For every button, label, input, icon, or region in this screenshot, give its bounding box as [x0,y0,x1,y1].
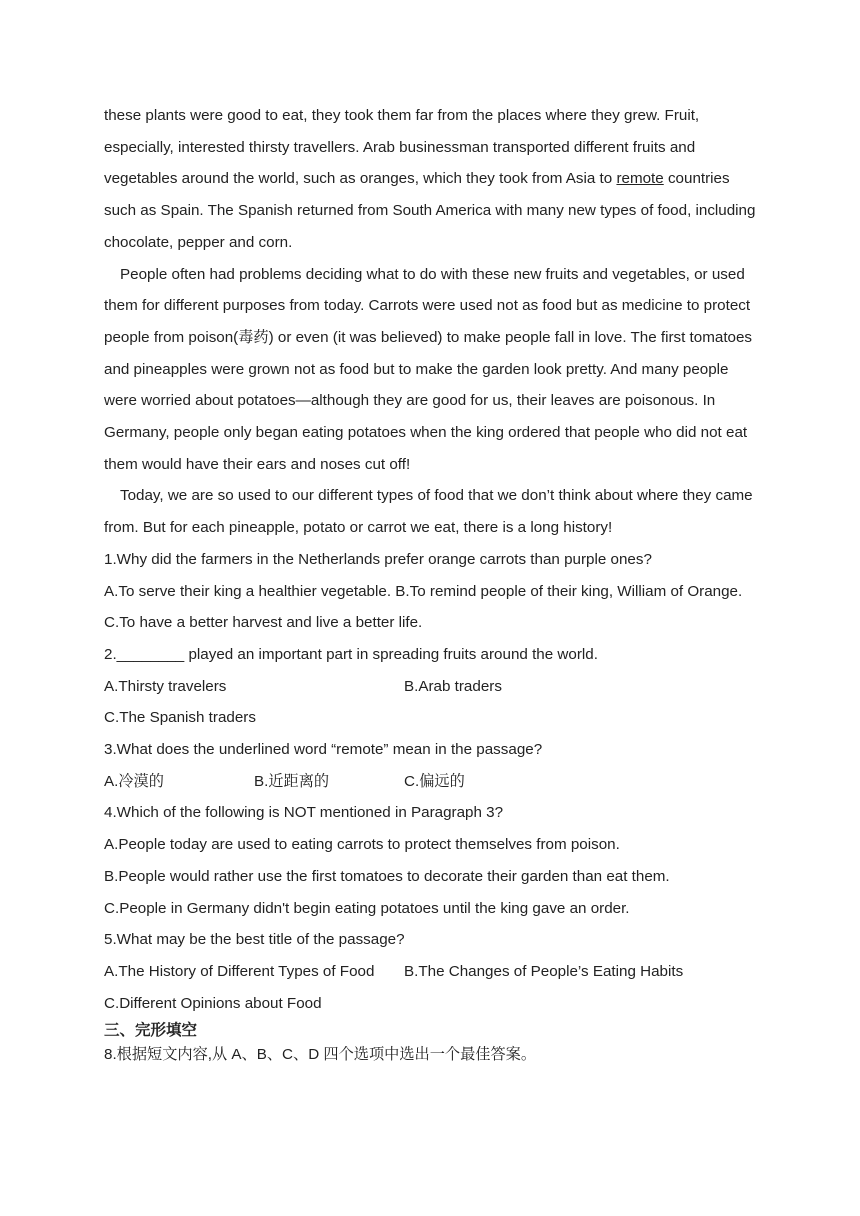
question-1 [104,544,764,639]
question-stem: 4.Which of the following is NOT mentioned in Paragraph 3? [104,804,504,822]
question-2 [104,639,764,734]
option-b: B.To remind people of their king, William of Orange. [395,582,743,600]
question-4 [104,797,764,924]
option-a: A.冷漠的 [104,772,164,790]
paragraph-text: these plants were good to eat, they took them far from the places where they grew. Fruit, especially, interested thirsty travellers. Arab businessman transported different fruits and vegetables around the world, such as oranges, which they took from Asia to [104,107,700,188]
option-b: B.近距离的 [254,772,330,790]
question-3 [104,734,764,797]
option-c: C.Different Opinions about Food [104,994,322,1012]
paragraph-text: countries such as Spain. The Spanish returned from South America with many new types of food, including chocolate, pepper and corn. [104,170,756,251]
question-options-ab [104,576,764,608]
option-b: B.People would rather use the first tomatoes to decorate their garden than eat them. [104,867,670,885]
option-a: A.People today are used to eating carrots to protect themselves from poison. [104,836,620,854]
option-a: A.Thirsty travelers [104,677,227,695]
question-stem: 2.________ played an important part in spreading fruits around the world. [104,645,598,663]
option-c: C.The Spanish traders [104,709,256,727]
question-stem: 5.What may be the best title of the passage? [104,931,405,949]
question-options-ab [104,671,764,703]
passage-paragraph-3: Today, we are so used to our different types of food that we don’t think about where they came from. But for each pineapple, potato or carrot we eat, there is a long history! [104,487,753,537]
option-c: C.To have a better harvest and live a better life. [104,614,423,632]
option-a: A.To serve their king a healthier vegetable. [104,582,392,600]
passage-paragraph-2: People often had problems deciding what to do with these new fruits and vegetables, or used them for different purposes from today. Carrots were used not as food but as medicine to protect people from poison(毒药) or even (it was believed) to make people fall in love. The first tomatoes and pineapples were grown not as food but to make the garden look pretty. And many people were worried about potatoes—although they are good for us, their leaves are poisonous. In Germany, people only began eating potatoes when the king ordered that people who did not eat them would have their ears and noses cut off! [104,265,753,473]
option-c: C.偏远的 [404,772,465,790]
option-b: B.Arab traders [404,677,502,695]
passage-paragraph-1 [104,100,764,259]
question-stem: 1.Why did the farmers in the Netherlands prefer orange carrots than purple ones? [104,550,652,568]
question-options-ab [104,956,764,988]
option-a: A.The History of Different Types of Food [104,962,375,980]
question-stem: 3.What does the underlined word “remote” mean in the passage? [104,741,543,759]
section-heading: 三、完形填空 [104,1022,198,1040]
option-b: B.The Changes of People’s Eating Habits [404,962,684,980]
option-c: C.People in Germany didn't begin eating potatoes until the king gave an order. [104,899,630,917]
question-5 [104,924,764,1019]
section-instruction: 8.根据短文内容,从 A、B、C、D 四个选项中选出一个最佳答案。 [104,1046,537,1064]
underlined-word-remote: remote [616,170,664,188]
question-options [104,766,764,798]
document-body [104,100,764,1067]
